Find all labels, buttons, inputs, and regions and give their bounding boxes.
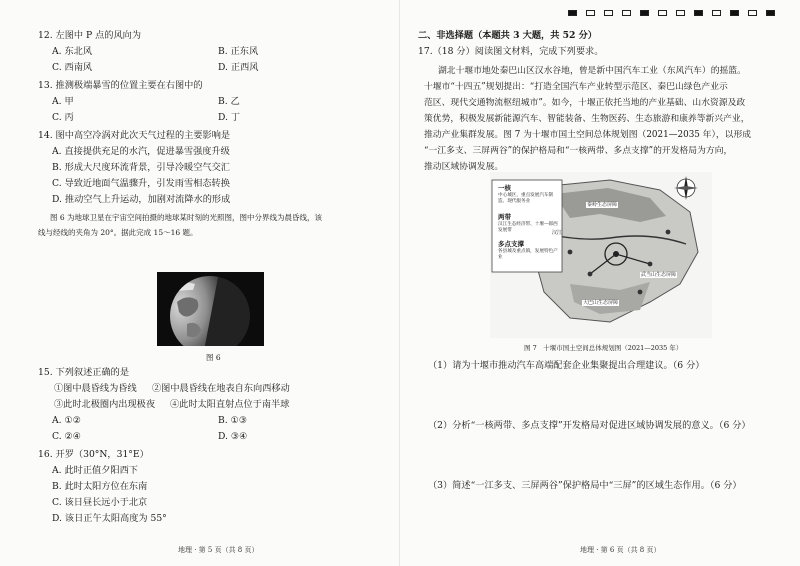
- mark-empty: [604, 10, 613, 16]
- material-line-5: 推动产业集群发展。图 7 为十堰市国土空间总体规划图（2021—2035 年），以形成: [424, 130, 752, 140]
- legend-multi-title: 多点支撑: [498, 240, 524, 248]
- material-line-4: 策优势，积极发展新能源汽车、智能装备、生物医药、生态旅游和康养等新兴产业，: [424, 114, 750, 124]
- material-line-2: 十堰市“十四五”规划提出：“打造全国汽车产业转型示范区、秦巴山绿色产业示: [424, 82, 728, 92]
- q14-stem: 14. 图中高空冷涡对此次天气过程的主要影响是: [38, 130, 231, 141]
- q13-stem: 13. 推测极端暴雪的位置主要在右图中的: [38, 80, 203, 91]
- subquestion-3: （3）简述“一江多支、三屏两谷”保护格局中“三屏”的区域生态作用。（6 分）: [428, 480, 742, 491]
- material-line-7: 推动区域协调发展。: [424, 162, 504, 172]
- q15-statement-1: ①图中晨昏线为昏线: [54, 383, 137, 394]
- legend-core-title: 一核: [498, 184, 511, 192]
- mark-empty: [586, 10, 595, 16]
- q14-option-c: C. 导致近地面气温骤升，引发雨雪相态转换: [52, 178, 230, 189]
- q14-option-a: A. 直接提供充足的水汽，促进暴雪强度升级: [52, 146, 230, 157]
- q16-stem: 16. 开罗（30°N，31°E）: [38, 449, 149, 460]
- q15-option-d: D. ③④: [218, 431, 248, 442]
- q16-option-b: B. 此时太阳方位在东南: [52, 481, 148, 492]
- q14-option-d: D. 推动空气上升运动，加剧对流降水的形成: [52, 194, 231, 205]
- subquestion-1: （1）请为十堰市推动汽车高端配套企业集聚提出合理建议。（6 分）: [428, 360, 705, 371]
- mark-filled: [730, 10, 739, 16]
- earth-globe-graphic: [157, 272, 264, 346]
- q12-option-b: B. 正东风: [218, 46, 259, 57]
- page-footer-6: 地理 · 第 6 页（共 8 页）: [580, 546, 661, 554]
- planning-map: [490, 172, 712, 338]
- page-footer-5: 地理 · 第 5 页（共 8 页）: [178, 546, 259, 554]
- q15-stem: 15. 下列叙述正确的是: [38, 367, 130, 378]
- subquestion-2: （2）分析“一核两带、多点支撑”开发格局对促进区域协调发展的意义。（6 分）: [428, 420, 751, 431]
- q17-heading: 17.（18 分）阅读图文材料，完成下列要求。: [418, 46, 604, 57]
- figure7-caption: 图 7 十堰市国土空间总体规划图（2021—2035 年）: [524, 344, 683, 352]
- legend-belt-title: 两带: [498, 213, 511, 221]
- legend-belt-desc: 汉江生态经济带、十堰—郧西发展带: [498, 222, 558, 233]
- mark-empty: [748, 10, 757, 16]
- legend-multi-desc: 各县城及重点镇，发展特色产业: [498, 249, 558, 260]
- q13-option-d: D. 丁: [218, 112, 241, 123]
- earth-satellite-image: [157, 272, 264, 346]
- map-label-daba: 大巴山生态屏障: [583, 300, 619, 306]
- q12-option-c: C. 西南风: [52, 62, 93, 73]
- q13-option-b: B. 乙: [218, 96, 240, 107]
- material-line-1: 湖北十堰市地处秦巴山区汉水谷地，曾是新中国汽车工业（东风汽车）的摇篮。: [438, 66, 746, 76]
- q15-statement-2: ②图中晨昏线在地表自东向西移动: [152, 383, 290, 394]
- q13-option-a: A. 甲: [52, 96, 74, 107]
- q16-option-c: C. 该日昼长远小于北京: [52, 497, 148, 508]
- material-line-6: “一江多支、三屏两谷”的保护格局和“一核两带、多点支撑”的开发格局为方向，: [424, 146, 733, 156]
- q12-option-a: A. 东北风: [52, 46, 93, 57]
- mark-filled: [694, 10, 703, 16]
- material-line-3: 范区、现代交通物流枢纽城市”。如今，十堰正依托当地的产业基础、山水资源及政: [424, 98, 746, 108]
- mark-filled: [568, 10, 577, 16]
- q15-option-a: A. ①②: [52, 415, 81, 426]
- mark-empty: [712, 10, 721, 16]
- right-page: [400, 0, 800, 566]
- q15-option-c: C. ②④: [52, 431, 82, 442]
- mark-empty: [676, 10, 685, 16]
- legend-core-desc: 中心城区，重点发展汽车制造、现代服务业: [498, 193, 554, 204]
- material-intro-line2: 线与经线的夹角为 20°。据此完成 15～16 题。: [38, 228, 198, 237]
- mark-filled: [766, 10, 775, 16]
- q16-option-d: D. 该日正午太阳高度为 55°: [52, 513, 167, 524]
- material-intro-line1: 图 6 为地球卫星在宇宙空间拍摄的地球某时刻的光照图，图中分界线为晨昏线，该: [50, 213, 323, 222]
- mark-empty: [658, 10, 667, 16]
- q16-option-a: A. 此时正值夕阳西下: [52, 465, 138, 476]
- figure6-caption: 图 6: [206, 353, 221, 362]
- map-label-qinling: 秦岭生态屏障: [587, 202, 618, 208]
- mark-empty: [622, 10, 631, 16]
- map-label-hanjiang: 汉江: [552, 230, 563, 236]
- q13-option-c: C. 丙: [52, 112, 74, 123]
- q12-stem: 12. 左图中 P 点的风向为: [38, 30, 142, 41]
- q15-option-b: B. ①③: [218, 415, 248, 426]
- q12-option-d: D. 正西风: [218, 62, 259, 73]
- q15-statement-4: ④此时太阳直射点位于南半球: [170, 399, 290, 410]
- mark-filled: [640, 10, 649, 16]
- q15-statement-3: ③此时北极圈内出现极夜: [54, 399, 156, 410]
- q14-option-b: B. 形成大尺度环流背景，引导冷暖空气交汇: [52, 162, 230, 173]
- map-label-wudang: 武当山生态屏障: [641, 272, 677, 278]
- section-title: 二、非选择题（本题共 3 大题，共 52 分）: [418, 30, 597, 41]
